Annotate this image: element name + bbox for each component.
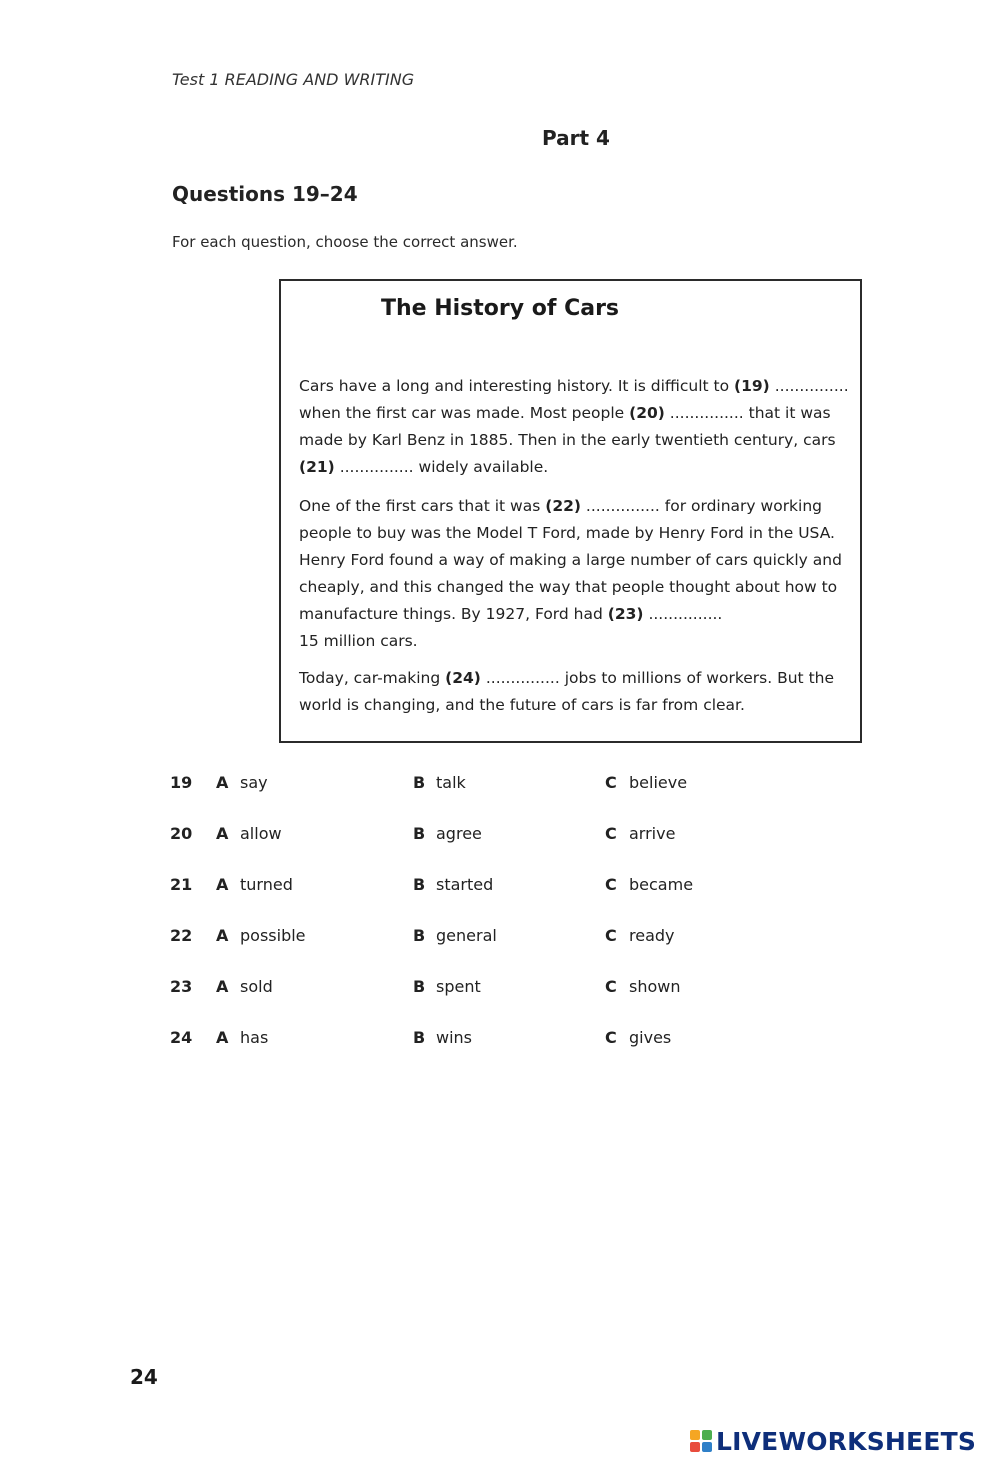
logo-grid-icon: [690, 1430, 712, 1452]
gap-label-21: (21): [299, 458, 335, 476]
passage-paragraph-2: [299, 493, 849, 655]
question-number: 23: [170, 977, 193, 996]
gap-label-23: (23): [607, 605, 644, 623]
option-a[interactable]: sold: [240, 977, 273, 996]
logo-square: [690, 1430, 700, 1440]
option-c[interactable]: gives: [629, 1028, 672, 1047]
question-number: 22: [170, 926, 193, 945]
option-letter-b: B: [413, 773, 426, 792]
logo-square: [690, 1442, 700, 1452]
gap-label-19: (19): [734, 377, 770, 395]
questions-title: Questions 19–24: [172, 182, 358, 206]
text-run: widely available.: [418, 458, 549, 476]
text-run: 15 million cars.: [299, 632, 418, 650]
text-run: that it was made by Karl Benz in 1885. Then in the early twentieth century, cars: [299, 404, 836, 449]
passage-paragraph-3: [299, 665, 849, 719]
part-title: Part 4: [542, 126, 610, 150]
instruction: For each question, choose the correct answer.: [172, 233, 518, 251]
gap-22[interactable]: ...............: [585, 497, 660, 515]
option-letter-a: A: [216, 1028, 229, 1047]
option-b[interactable]: general: [436, 926, 497, 945]
question-number: 20: [170, 824, 193, 843]
text-run: Today, car-making: [299, 669, 446, 687]
gap-20[interactable]: ...............: [669, 404, 744, 422]
gap-21[interactable]: ...............: [339, 458, 414, 476]
option-c[interactable]: became: [629, 875, 694, 894]
gap-19[interactable]: ...............: [774, 377, 849, 395]
question-row-22: [0, 926, 1000, 956]
brand-name: LIVEWORKSHEETS: [716, 1426, 977, 1456]
option-c[interactable]: shown: [629, 977, 681, 996]
text-run: One of the first cars that it was: [299, 497, 546, 515]
logo-square: [702, 1430, 712, 1440]
option-a[interactable]: has: [240, 1028, 269, 1047]
option-b[interactable]: started: [436, 875, 494, 894]
option-letter-b: B: [413, 1028, 426, 1047]
text-run: jobs to millions of workers. But the world is changing, and the future of cars is far from clear.: [299, 669, 834, 714]
passage-title: The History of Cars: [380, 296, 620, 321]
option-a[interactable]: turned: [240, 875, 293, 894]
option-c[interactable]: ready: [629, 926, 675, 945]
passage-paragraph-1: [299, 373, 849, 481]
option-letter-a: A: [216, 926, 229, 945]
option-letter-a: A: [216, 824, 229, 843]
question-row-23: [0, 977, 1000, 1007]
question-row-24: [0, 1028, 1000, 1058]
option-letter-a: A: [216, 977, 229, 996]
question-number: 24: [170, 1028, 193, 1047]
option-letter-b: B: [413, 977, 426, 996]
text-run: when the first car was made. Most people: [299, 404, 630, 422]
question-row-20: [0, 824, 1000, 854]
option-letter-a: A: [216, 773, 229, 792]
logo-square: [702, 1442, 712, 1452]
gap-23[interactable]: ...............: [648, 605, 723, 623]
question-row-19: [0, 773, 1000, 803]
option-letter-b: B: [413, 875, 426, 894]
option-b[interactable]: talk: [436, 773, 466, 792]
question-row-21: [0, 875, 1000, 905]
option-b[interactable]: wins: [436, 1028, 473, 1047]
text-run: Cars have a long and interesting history. It is difficult to: [299, 377, 735, 395]
option-letter-c: C: [605, 824, 617, 843]
option-letter-c: C: [605, 977, 617, 996]
option-b[interactable]: agree: [436, 824, 482, 843]
page-header: Test 1 READING AND WRITING: [172, 70, 415, 89]
question-number: 21: [170, 875, 193, 894]
option-c[interactable]: believe: [629, 773, 688, 792]
gap-label-20: (20): [629, 404, 665, 422]
option-c[interactable]: arrive: [629, 824, 676, 843]
option-letter-b: B: [413, 926, 426, 945]
option-letter-c: C: [605, 926, 617, 945]
gap-label-22: (22): [545, 497, 581, 515]
option-b[interactable]: spent: [436, 977, 481, 996]
option-letter-c: C: [605, 773, 617, 792]
page-number: 24: [130, 1365, 158, 1389]
option-letter-c: C: [605, 1028, 617, 1047]
option-letter-c: C: [605, 875, 617, 894]
option-letter-b: B: [413, 824, 426, 843]
option-a[interactable]: possible: [240, 926, 306, 945]
text-run: for ordinary working people to buy was the Model T Ford, made by Henry Ford in the USA. Henry Ford found a way of making a large number of cars quickly and cheaply, and this changed the way that people thought about how to manufacture things. By 1927, Ford had: [299, 497, 842, 623]
question-number: 19: [170, 773, 193, 792]
option-a[interactable]: say: [240, 773, 268, 792]
gap-label-24: (24): [445, 669, 481, 687]
liveworksheets-logo: [690, 1426, 976, 1456]
option-a[interactable]: allow: [240, 824, 282, 843]
option-letter-a: A: [216, 875, 229, 894]
gap-24[interactable]: ...............: [485, 669, 560, 687]
